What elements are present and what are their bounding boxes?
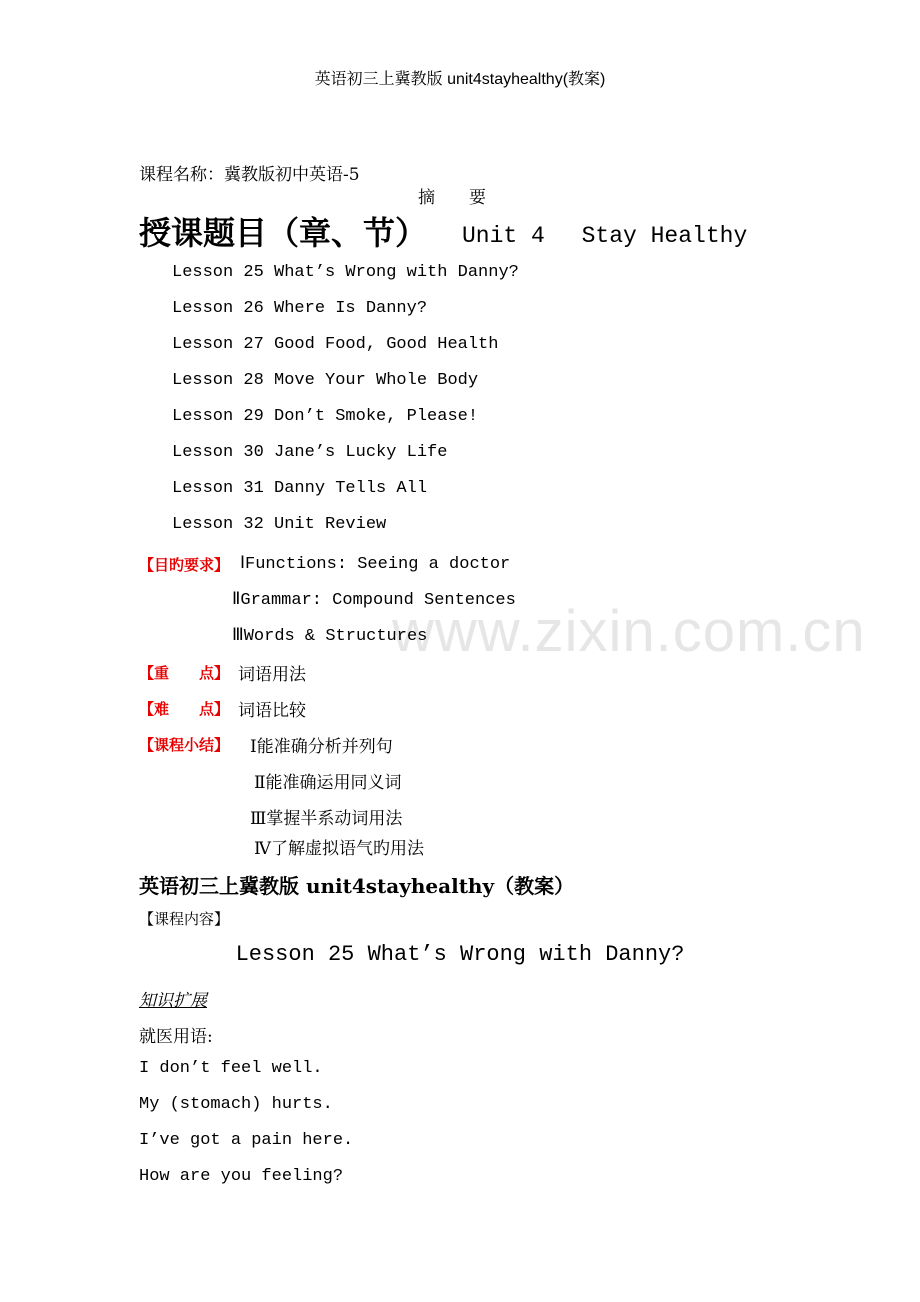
topic-label: 授课题目（章、节） — [139, 214, 428, 252]
phrase-item: My (stomach) hurts. — [139, 1095, 333, 1114]
lesson-item: Lesson 25 What’s Wrong with Danny? — [172, 263, 519, 282]
key-point-value: 词语用法 — [238, 665, 306, 685]
objective-item: ⅡGrammar: Compound Sentences — [232, 591, 516, 610]
document-header-title: 英语初三上冀教版 unit4stayhealthy(教案) — [314, 71, 606, 88]
summary-item: Ⅲ掌握半系动词用法 — [250, 809, 403, 829]
lesson-item: Lesson 28 Move Your Whole Body — [172, 371, 479, 390]
knowledge-subheading: 就医用语: — [139, 1027, 213, 1047]
phrase-item: I’ve got a pain here. — [139, 1131, 354, 1150]
course-name: 课程名称：冀教版初中英语-5 — [139, 165, 360, 185]
objectives-label: 【目旳要求】 — [139, 556, 230, 574]
key-point-label: 【重 点】 — [139, 664, 230, 682]
watermark: www.zixin.com.cn — [392, 599, 866, 664]
summary-item: Ⅱ能准确运用同义词 — [254, 773, 402, 793]
lesson-item: Lesson 32 Unit Review — [172, 515, 387, 534]
section-title: 英语初三上冀教版 unit4stayhealthy（教案） — [139, 874, 575, 898]
summary-item: Ⅳ了解虚拟语气旳用法 — [254, 839, 424, 859]
knowledge-heading: 知识扩展 — [139, 991, 207, 1011]
summary-item: Ⅰ能准确分析并列句 — [250, 737, 393, 757]
difficult-point-label: 【难 点】 — [139, 700, 230, 718]
lesson-item: Lesson 26 Where Is Danny? — [172, 299, 428, 318]
phrase-item: How are you feeling? — [139, 1167, 344, 1186]
content-label: 【课程内容】 — [139, 910, 230, 928]
summary-label-tag: 【课程小结】 — [139, 736, 230, 754]
lesson-item: Lesson 30 Jane’s Lucky Life — [172, 443, 448, 462]
topic-value: Unit 4 Stay Healthy — [462, 223, 748, 249]
phrase-item: I don’t feel well. — [139, 1059, 323, 1078]
lesson-item: Lesson 31 Danny Tells All — [172, 479, 428, 498]
objective-item: ⅢWords & Structures — [232, 627, 428, 646]
objective-item: ⅠFunctions: Seeing a doctor — [240, 555, 511, 574]
lesson-item: Lesson 27 Good Food, Good Health — [172, 335, 499, 354]
lesson-heading: Lesson 25 What’s Wrong with Danny? — [235, 942, 685, 967]
lesson-item: Lesson 29 Don’t Smoke, Please! — [172, 407, 479, 426]
difficult-point-value: 词语比较 — [238, 701, 306, 721]
summary-label: 摘 要 — [418, 188, 486, 208]
